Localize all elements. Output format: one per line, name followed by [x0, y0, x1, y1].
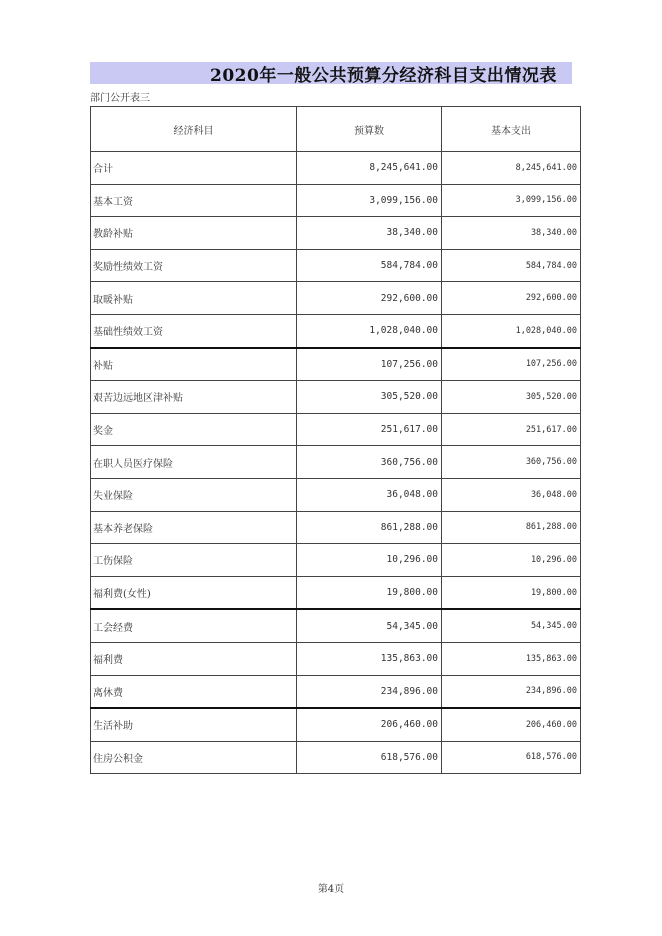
row-budget: 135,863.00 [297, 642, 442, 675]
row-budget: 38,340.00 [297, 217, 442, 250]
column-header-basic: 基本支出 [442, 107, 581, 152]
row-category: 福利费 [91, 642, 297, 675]
row-basic: 861,288.00 [442, 511, 581, 544]
table-row [91, 544, 581, 577]
row-budget: 10,296.00 [297, 544, 442, 577]
row-basic: 38,340.00 [442, 217, 581, 250]
row-category: 福利费(女性) [91, 576, 297, 609]
row-category: 基础性绩效工资 [91, 314, 297, 347]
row-basic: 360,756.00 [442, 446, 581, 479]
row-budget: 360,756.00 [297, 446, 442, 479]
row-basic: 292,600.00 [442, 282, 581, 315]
row-category: 在职人员医疗保险 [91, 446, 297, 479]
row-basic: 107,256.00 [442, 348, 581, 381]
row-category: 合计 [91, 152, 297, 185]
row-category: 取暖补贴 [91, 282, 297, 315]
row-category: 教龄补贴 [91, 217, 297, 250]
row-budget: 8,245,641.00 [297, 152, 442, 185]
expenditure-table [90, 106, 581, 774]
row-basic: 54,345.00 [442, 609, 581, 642]
row-basic: 618,576.00 [442, 741, 581, 774]
row-category: 奖金 [91, 413, 297, 446]
row-category: 基本养老保险 [91, 511, 297, 544]
row-basic: 584,784.00 [442, 249, 581, 282]
row-budget: 305,520.00 [297, 381, 442, 414]
subtitle: 部门公开表三 [90, 93, 150, 104]
row-category: 失业保险 [91, 478, 297, 511]
table-row [91, 217, 581, 250]
row-basic: 234,896.00 [442, 675, 581, 708]
row-basic: 36,048.00 [442, 478, 581, 511]
row-budget: 206,460.00 [297, 708, 442, 741]
table-row [91, 576, 581, 609]
row-basic: 3,099,156.00 [442, 184, 581, 217]
row-category: 工伤保险 [91, 544, 297, 577]
table-row [91, 152, 581, 185]
table-row [91, 708, 581, 741]
table-row [91, 314, 581, 347]
table-row [91, 184, 581, 217]
row-basic: 251,617.00 [442, 413, 581, 446]
column-header-category: 经济科目 [91, 107, 297, 152]
row-category: 生活补助 [91, 708, 297, 741]
table-row [91, 282, 581, 315]
row-budget: 1,028,040.00 [297, 314, 442, 347]
table-body [91, 152, 581, 774]
table-row [91, 675, 581, 708]
column-header-budget: 预算数 [297, 107, 442, 152]
row-category: 奖励性绩效工资 [91, 249, 297, 282]
table-row [91, 348, 581, 381]
row-budget: 19,800.00 [297, 576, 442, 609]
row-budget: 618,576.00 [297, 741, 442, 774]
row-budget: 234,896.00 [297, 675, 442, 708]
table-row [91, 249, 581, 282]
row-budget: 292,600.00 [297, 282, 442, 315]
row-category: 补贴 [91, 348, 297, 381]
row-budget: 107,256.00 [297, 348, 442, 381]
table-row [91, 446, 581, 479]
row-basic: 8,245,641.00 [442, 152, 581, 185]
row-category: 基本工资 [91, 184, 297, 217]
row-budget: 861,288.00 [297, 511, 442, 544]
table-row [91, 478, 581, 511]
row-category: 住房公积金 [91, 741, 297, 774]
table-row [91, 609, 581, 642]
row-basic: 19,800.00 [442, 576, 581, 609]
header-row [91, 107, 581, 152]
row-category: 工会经费 [91, 609, 297, 642]
table-row [91, 642, 581, 675]
page-number: 第4页 [317, 884, 345, 895]
table-container [90, 106, 577, 772]
row-budget: 36,048.00 [297, 478, 442, 511]
row-budget: 3,099,156.00 [297, 184, 442, 217]
row-budget: 584,784.00 [297, 249, 442, 282]
row-budget: 54,345.00 [297, 609, 442, 642]
row-basic: 1,028,040.00 [442, 314, 581, 347]
table-row [91, 381, 581, 414]
table-row [91, 741, 581, 774]
row-basic: 135,863.00 [442, 642, 581, 675]
row-budget: 251,617.00 [297, 413, 442, 446]
row-basic: 206,460.00 [442, 708, 581, 741]
page-title: 2020年一般公共预算分经济科目支出情况表 [210, 66, 557, 86]
table-row [91, 511, 581, 544]
row-basic: 305,520.00 [442, 381, 581, 414]
row-category: 艰苦边远地区津补贴 [91, 381, 297, 414]
table-row [91, 413, 581, 446]
title-bar [90, 62, 572, 84]
row-category: 离休费 [91, 675, 297, 708]
row-basic: 10,296.00 [442, 544, 581, 577]
